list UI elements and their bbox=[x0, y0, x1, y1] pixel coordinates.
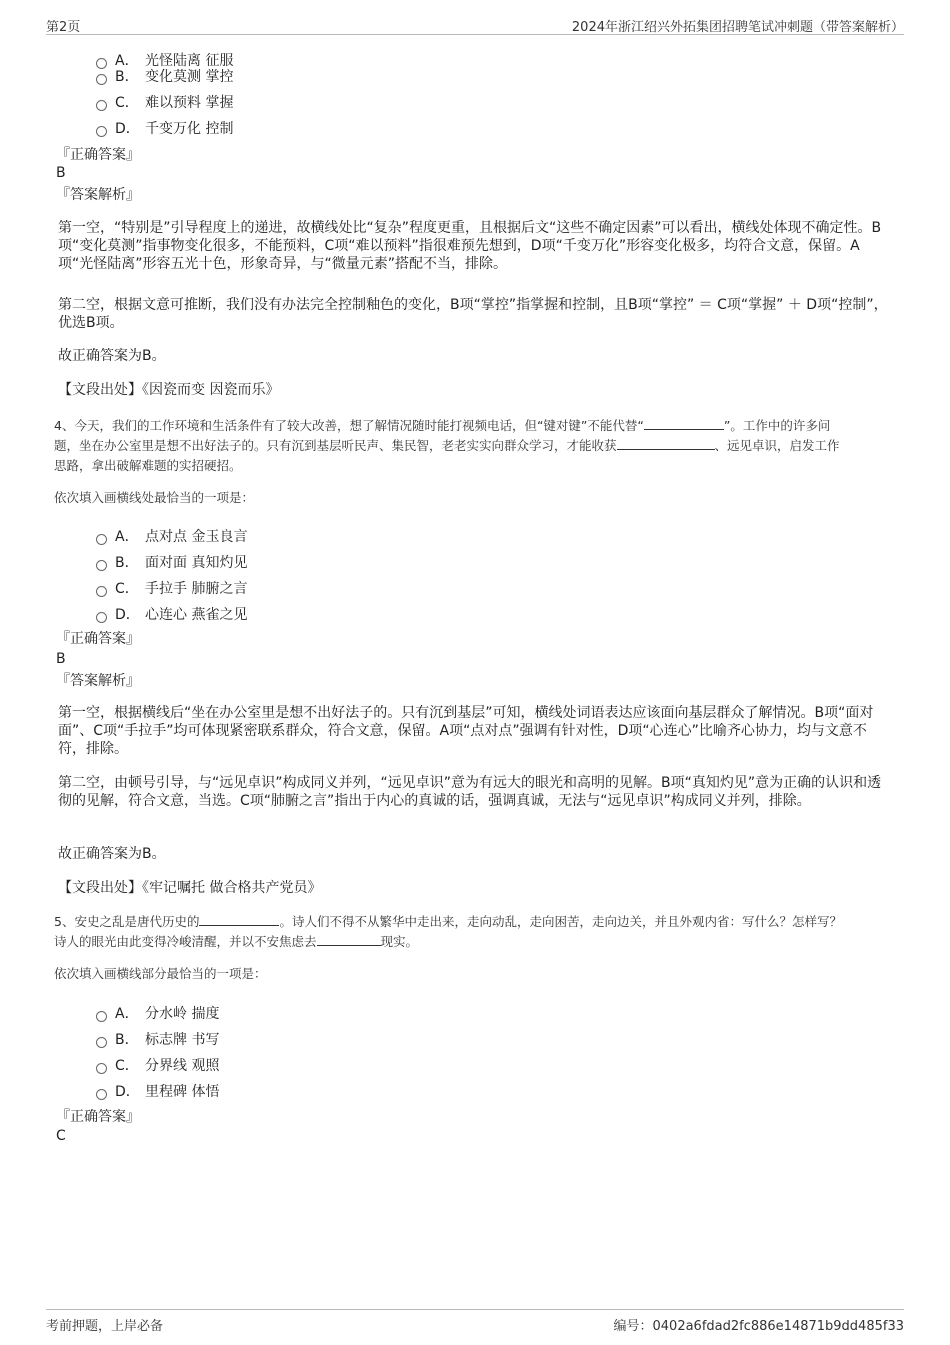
q3-source: 【文段出处】《因瓷而变 因瓷而乐》 bbox=[58, 382, 280, 398]
blank-line bbox=[199, 913, 279, 926]
q4-prompt: 依次填入画横线处最恰当的一项是： bbox=[54, 490, 255, 505]
q3-analysis-paragraph-1: 第一空，“特别是”引导程度上的递进，故横线处比“复杂”程度更重，且根据后文“这些不确定因素”可以看出，横线处体现不确定性。B项“变化莫测”指事物变化很多，不能预料，C项“难以预料”指很难预先想到，D项“千变万化”形容变化极多，均符合文意，保留。A项“光怪陆离”形容五光十色，形象奇异，与“微量元素”搭配不当，排除。 bbox=[58, 220, 882, 272]
radio-icon[interactable] bbox=[96, 534, 107, 545]
q4-source: 【文段出处】《牢记嘱托 做合格共产党员》 bbox=[58, 880, 322, 896]
q5-option-a[interactable]: A． 分水岭 揣度 bbox=[96, 1003, 219, 1021]
q4-stem-line-3: 思路，拿出破解难题的实招硬招。 bbox=[54, 458, 242, 473]
radio-icon[interactable] bbox=[96, 126, 107, 137]
q4-option-b[interactable]: B． 面对面 真知灼见 bbox=[96, 552, 247, 570]
q3-conclusion: 故正确答案为B。 bbox=[58, 348, 166, 364]
page-footer bbox=[46, 1309, 904, 1334]
q4-stem-line-2: 题，坐在办公室里是想不出好法子的。只有沉到基层听民声、集民智，老老实实向群众学习，才能收获 、远见卓识，启发工作 bbox=[54, 438, 840, 453]
q3-option-a[interactable]: A． 光怪陆离 征服 bbox=[96, 50, 233, 68]
radio-icon[interactable] bbox=[96, 100, 107, 111]
q5-option-d[interactable]: D． 里程碑 体悟 bbox=[96, 1081, 219, 1099]
blank-line bbox=[644, 417, 724, 430]
q4-conclusion: 故正确答案为B。 bbox=[58, 846, 166, 862]
page-number: 第2页 bbox=[46, 20, 81, 35]
footer-slogan: 考前押题，上岸必备 bbox=[46, 1319, 164, 1334]
q4-option-c[interactable]: C． 手拉手 肺腑之言 bbox=[96, 578, 247, 596]
radio-icon[interactable] bbox=[96, 586, 107, 597]
radio-icon[interactable] bbox=[96, 1063, 107, 1074]
q3-analysis-paragraph-2: 第二空，根据文意可推断，我们没有办法完全控制釉色的变化，B项“掌控”指掌握和控制，且B项“掌控” ＝ C项“掌握” ＋ D项“控制”，优选B项。 bbox=[58, 297, 888, 331]
q5-prompt: 依次填入画横线部分最恰当的一项是： bbox=[54, 966, 267, 981]
q4-analysis-paragraph-2: 第二空，由顿号引导，与“远见卓识”构成同义并列，“远见卓识”意为有远大的眼光和高明的见解。B项“真知灼见”意为正确的认识和透彻的见解，符合文意，当选。C项“肺腑之言”指出于内心的真诚的话，强调真诚，无法与“远见卓识”构成同义并列，排除。 bbox=[58, 775, 882, 809]
q5-stem-line-1: 5、安史之乱是唐代历史的 。诗人们不得不从繁华中走出来，走向动乱，走向困苦，走向边关，并且外观内省：写什么？怎样写？ bbox=[54, 914, 842, 929]
q5-stem-line-2: 诗人的眼光由此变得冷峻清醒，并以不安焦虑去 现实。 bbox=[54, 934, 419, 949]
q3-answer: B bbox=[56, 165, 66, 181]
q5-answer-label: 『正确答案』 bbox=[56, 1109, 140, 1125]
q4-option-d[interactable]: D． 心连心 燕雀之见 bbox=[96, 604, 247, 622]
radio-icon[interactable] bbox=[96, 560, 107, 571]
q5-option-c[interactable]: C． 分界线 观照 bbox=[96, 1055, 219, 1073]
q4-analysis-label: 『答案解析』 bbox=[56, 673, 140, 689]
radio-icon[interactable] bbox=[96, 1089, 107, 1100]
radio-icon[interactable] bbox=[96, 1037, 107, 1048]
page-header bbox=[46, 14, 904, 35]
q4-analysis-paragraph-1: 第一空，根据横线后“坐在办公室里是想不出好法子的。只有沉到基层”可知，横线处词语表达应该面向基层群众了解情况。B项“面对面”、C项“手拉手”均可体现紧密联系群众，符合文意，保留。A项“点对点”强调有针对性，D项“心连心”比喻齐心协力，均与文意不符，排除。 bbox=[58, 705, 874, 757]
q4-stem-line-1: 4、今天，我们的工作环境和生活条件有了较大改善，想了解情况随时能打视频电话，但“键对键”不能代替“ ”。工作中的许多问 bbox=[54, 418, 831, 433]
q4-answer: B bbox=[56, 651, 66, 667]
q3-analysis-label: 『答案解析』 bbox=[56, 187, 140, 203]
q3-option-d[interactable]: D． 千变万化 控制 bbox=[96, 118, 233, 136]
document-title: 2024年浙江绍兴外拓集团招聘笔试冲刺题（带答案解析） bbox=[571, 20, 904, 35]
q4-option-a[interactable]: A． 点对点 金玉良言 bbox=[96, 526, 247, 544]
radio-icon[interactable] bbox=[96, 612, 107, 623]
q3-option-b[interactable]: B． 变化莫测 掌控 bbox=[96, 66, 233, 84]
radio-icon[interactable] bbox=[96, 1011, 107, 1022]
q5-stem bbox=[54, 912, 894, 952]
q5-answer: C bbox=[56, 1128, 66, 1144]
blank-line bbox=[617, 437, 715, 450]
q4-stem bbox=[54, 416, 894, 476]
q3-option-c[interactable]: C． 难以预料 掌握 bbox=[96, 92, 233, 110]
q3-answer-label: 『正确答案』 bbox=[56, 147, 140, 163]
q5-option-b[interactable]: B． 标志牌 书写 bbox=[96, 1029, 219, 1047]
blank-line bbox=[317, 933, 381, 946]
footer-serial: 编号：0402a6fdad2fc886e14871b9dd485f33 bbox=[613, 1319, 904, 1334]
radio-icon[interactable] bbox=[96, 74, 107, 85]
q4-answer-label: 『正确答案』 bbox=[56, 631, 140, 647]
